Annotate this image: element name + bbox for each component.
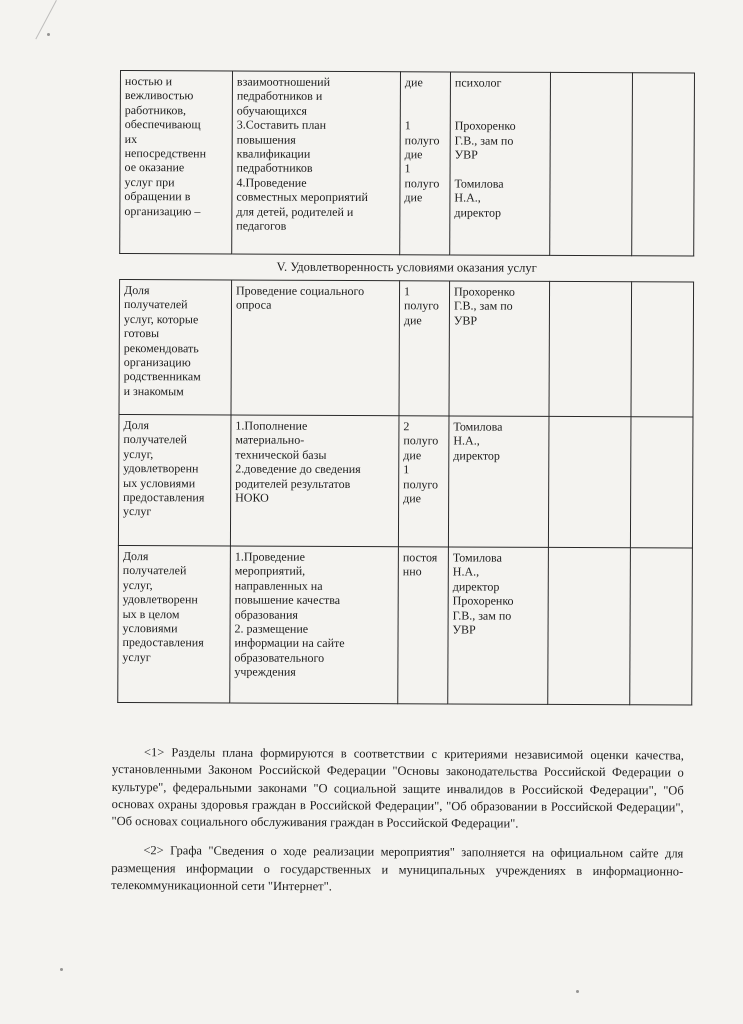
status-cell — [548, 416, 631, 547]
responsible-cell: психолог Прохоренко Г.В., зам по УВР Томилова Н.А., директор — [450, 72, 551, 255]
footnote-2: <2> Графа "Сведения о ходе реализации мероприятия" заполняется на официальном сайте для размещения информации о государственных и муниципальных учреждениях в информационно-телекоммуникационной сети "Интернет". — [111, 843, 684, 894]
status-cell — [549, 281, 632, 416]
criterion-cell: Доля получателей услуг, удовлетворенн ых в целом условиями предоставления услуг — [118, 545, 231, 702]
scan-artifact — [35, 0, 72, 48]
scan-speck — [47, 33, 50, 36]
responsible-cell: Томилова Н.А., директор Прохоренко Г.В., зам по УВР — [448, 547, 549, 704]
footnotes — [111, 744, 684, 909]
scan-speck — [60, 968, 63, 971]
extra-cell — [631, 282, 694, 417]
deadline-cell: 1 полуго дие — [399, 281, 450, 416]
scan-speck — [576, 990, 579, 993]
measures-cell: взаимоотношений педработников и обучающихся 3.Составить план повышения квалификации педработников 4.Проведение совместных мероприятий для детей, родителей и педагогов — [232, 71, 401, 255]
section-title: V. Удовлетворенность условиями оказания услуг — [120, 254, 694, 283]
responsible-cell: Томилова Н.А., директор — [448, 416, 549, 547]
criterion-cell: ностью и вежливостью работников, обеспечивающ их непосредственн ое оказание услуг при обращении в организацию – — [120, 71, 233, 254]
measures-cell: 1.Проведение мероприятий, направленных на повышение качества образования 2. размещение информации на сайте образовательного учреждения — [230, 546, 399, 704]
status-cell — [550, 72, 633, 255]
table-row — [118, 545, 693, 705]
deadline-cell: постоя нно — [398, 547, 449, 704]
table-row — [120, 71, 695, 257]
extra-cell — [632, 73, 695, 256]
measures-cell: Проведение социального опроса — [231, 280, 400, 416]
improvement-plan-table — [117, 70, 695, 706]
section-header-row — [120, 254, 694, 283]
responsible-cell: Прохоренко Г.В., зам по УВР — [449, 281, 550, 416]
criterion-cell: Доля получателей услуг, которые готовы рекомендовать организацию родственникам и знакомым — [119, 280, 232, 415]
criterion-cell: Доля получателей услуг, удовлетворенн ых условиями предоставления услуг — [118, 414, 231, 545]
deadline-cell: 2 полуго дие 1 полуго дие — [398, 416, 449, 547]
deadline-cell: дие 1 полуго дие 1 полуго дие — [400, 72, 451, 255]
measures-cell: 1.Пополнение материально- технической базы 2.доведение до сведения родителей результатов НОКО — [230, 415, 399, 547]
table-row — [118, 414, 693, 548]
status-cell — [548, 547, 631, 704]
extra-cell — [630, 548, 693, 705]
extra-cell — [630, 417, 693, 548]
table-row — [119, 280, 694, 418]
footnote-1: <1> Разделы плана формируются в соответствии с критериями независимой оценки качества, установленными Законом Российской Федерации "Основы законодательства Российской Федерации о культуре", федеральными законами "О социальной защите инвалидов в Российской Федерации", "Об основах охраны здоровья граждан в Российской Федерации", "Об образовании в Российской Федерации", "Об основах социального обслуживания граждан в Российской Федерации". — [111, 745, 684, 831]
